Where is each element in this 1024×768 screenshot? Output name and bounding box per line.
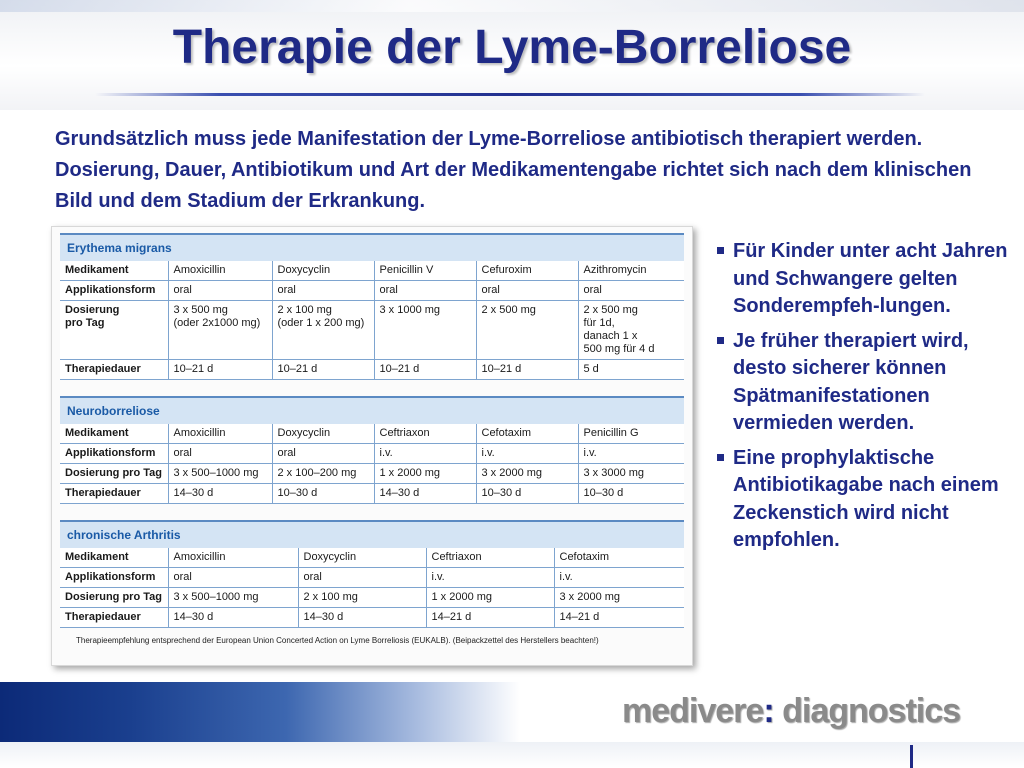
table-cell: i.v. — [476, 444, 578, 464]
table-cell: oral — [168, 444, 272, 464]
table-cell: 5 d — [578, 360, 684, 380]
table-row — [60, 261, 684, 281]
table-cell: 10–21 d — [272, 360, 374, 380]
square-bullet-icon — [717, 337, 724, 344]
table-cell: Doxycyclin — [298, 548, 426, 568]
table-row — [60, 360, 684, 380]
therapy-table — [60, 424, 684, 504]
bullet-item — [715, 238, 1015, 321]
slide-title: Therapie der Lyme-Borreliose — [172, 21, 852, 74]
top-glow — [0, 0, 1024, 12]
table-cell: 2 x 500 mg — [476, 301, 578, 360]
square-bullet-icon — [717, 247, 724, 254]
section-gap — [60, 380, 684, 396]
table-cell: 2 x 500 mg für 1d, danach 1 x 500 mg für 4 d — [578, 301, 684, 360]
intro-text: Grundsätzlich muss jede Manifestation der Lyme-Borreliose antibiotisch therapiert werden. Dosierung, Dauer, Antibiotikum und Art der Medikamentengabe richtet sich nach dem klinischen Bild und dem Stadium der Erkrankung. — [55, 128, 972, 212]
table-cell: oral — [374, 281, 476, 301]
table-cell: Azithromycin — [578, 261, 684, 281]
section-title: Erythema migrans — [60, 233, 684, 261]
table-row — [60, 281, 684, 301]
therapy-table-card — [51, 226, 693, 666]
table-cell: Cefotaxim — [554, 548, 684, 568]
title-underline — [95, 93, 925, 96]
table-row — [60, 588, 684, 608]
table-cell: 10–30 d — [272, 484, 374, 504]
table-cell: Doxycyclin — [272, 424, 374, 444]
corner-accent — [910, 745, 913, 768]
table-row — [60, 464, 684, 484]
table-cell: 14–21 d — [426, 608, 554, 628]
table-cell: i.v. — [374, 444, 476, 464]
table-cell: 1 x 2000 mg — [426, 588, 554, 608]
table-cell: 10–21 d — [476, 360, 578, 380]
square-bullet-icon — [717, 454, 724, 461]
row-label: Medikament — [60, 261, 168, 281]
table-row — [60, 484, 684, 504]
table-cell: 14–21 d — [554, 608, 684, 628]
table-row — [60, 568, 684, 588]
table-cell: oral — [578, 281, 684, 301]
table-cell: i.v. — [426, 568, 554, 588]
table-row — [60, 608, 684, 628]
bullet-text: Eine prophylaktische Antibiotikagabe nach einem Zeckenstich wird nicht empfohlen. — [733, 446, 999, 551]
company-logo — [622, 692, 960, 731]
table-cell: oral — [168, 568, 298, 588]
row-label: Applikationsform — [60, 281, 168, 301]
bullet-item — [715, 445, 1015, 555]
bullet-list — [715, 238, 1015, 562]
row-label: Applikationsform — [60, 568, 168, 588]
therapy-table — [60, 261, 684, 380]
row-label: Therapiedauer — [60, 484, 168, 504]
table-cell: oral — [272, 281, 374, 301]
row-label: Medikament — [60, 548, 168, 568]
table-cell: Amoxicillin — [168, 548, 298, 568]
table-cell: Ceftriaxon — [426, 548, 554, 568]
table-row — [60, 548, 684, 568]
row-label: Therapiedauer — [60, 360, 168, 380]
table-cell: Ceftriaxon — [374, 424, 476, 444]
section-title: Neuroborreliose — [60, 396, 684, 424]
table-cell: 3 x 500 mg (oder 2x1000 mg) — [168, 301, 272, 360]
table-cell: oral — [476, 281, 578, 301]
row-label: Medikament — [60, 424, 168, 444]
therapy-table — [60, 548, 684, 628]
row-label: Applikationsform — [60, 444, 168, 464]
table-cell: oral — [298, 568, 426, 588]
table-cell: 14–30 d — [298, 608, 426, 628]
row-label: Dosierung pro Tag — [60, 301, 168, 360]
table-cell: 3 x 1000 mg — [374, 301, 476, 360]
table-cell: 3 x 500–1000 mg — [168, 464, 272, 484]
table-cell: 3 x 500–1000 mg — [168, 588, 298, 608]
table-cell: i.v. — [554, 568, 684, 588]
table-cell: 10–30 d — [476, 484, 578, 504]
logo-left: medivere — [622, 692, 764, 730]
footer-glow — [0, 742, 1024, 768]
table-row — [60, 444, 684, 464]
table-cell: 10–21 d — [168, 360, 272, 380]
table-cell: 3 x 2000 mg — [476, 464, 578, 484]
table-cell: oral — [168, 281, 272, 301]
table-cell: Cefotaxim — [476, 424, 578, 444]
table-cell: Penicillin V — [374, 261, 476, 281]
table-cell: Cefuroxim — [476, 261, 578, 281]
bullet-text: Je früher therapiert wird, desto sicherer können Spätmanifestationen vermieden werden. — [733, 329, 969, 434]
section-gap — [60, 504, 684, 520]
table-cell: 2 x 100 mg (oder 1 x 200 mg) — [272, 301, 374, 360]
table-cell: Amoxicillin — [168, 261, 272, 281]
row-label: Dosierung pro Tag — [60, 464, 168, 484]
table-row — [60, 301, 684, 360]
table-footnote: Therapieempfehlung entsprechend der European Union Concerted Action on Lyme Borreliosis (EUKALB). (Beipackzettel des Herstellers beachten!) — [76, 636, 599, 645]
table-cell: 14–30 d — [168, 608, 298, 628]
table-cell: 10–21 d — [374, 360, 476, 380]
table-cell: 3 x 2000 mg — [554, 588, 684, 608]
logo-separator: : — [763, 692, 774, 730]
therapy-tables — [60, 233, 684, 645]
bullet-text: Für Kinder unter acht Jahren und Schwangere gelten Sonderempfeh-lungen. — [733, 240, 1008, 317]
row-label: Dosierung pro Tag — [60, 588, 168, 608]
table-cell: Amoxicillin — [168, 424, 272, 444]
table-cell: 2 x 100 mg — [298, 588, 426, 608]
table-cell: 1 x 2000 mg — [374, 464, 476, 484]
table-cell: 10–30 d — [578, 484, 684, 504]
table-cell: oral — [272, 444, 374, 464]
row-label: Therapiedauer — [60, 608, 168, 628]
table-cell: 14–30 d — [168, 484, 272, 504]
logo-right: diagnostics — [773, 692, 961, 730]
table-cell: i.v. — [578, 444, 684, 464]
table-cell: Doxycyclin — [272, 261, 374, 281]
table-cell: Penicillin G — [578, 424, 684, 444]
table-cell: 14–30 d — [374, 484, 476, 504]
table-cell: 3 x 3000 mg — [578, 464, 684, 484]
table-row — [60, 424, 684, 444]
footer-bar — [0, 682, 520, 742]
table-cell: 2 x 100–200 mg — [272, 464, 374, 484]
section-title: chronische Arthritis — [60, 520, 684, 548]
bullet-item — [715, 328, 1015, 438]
